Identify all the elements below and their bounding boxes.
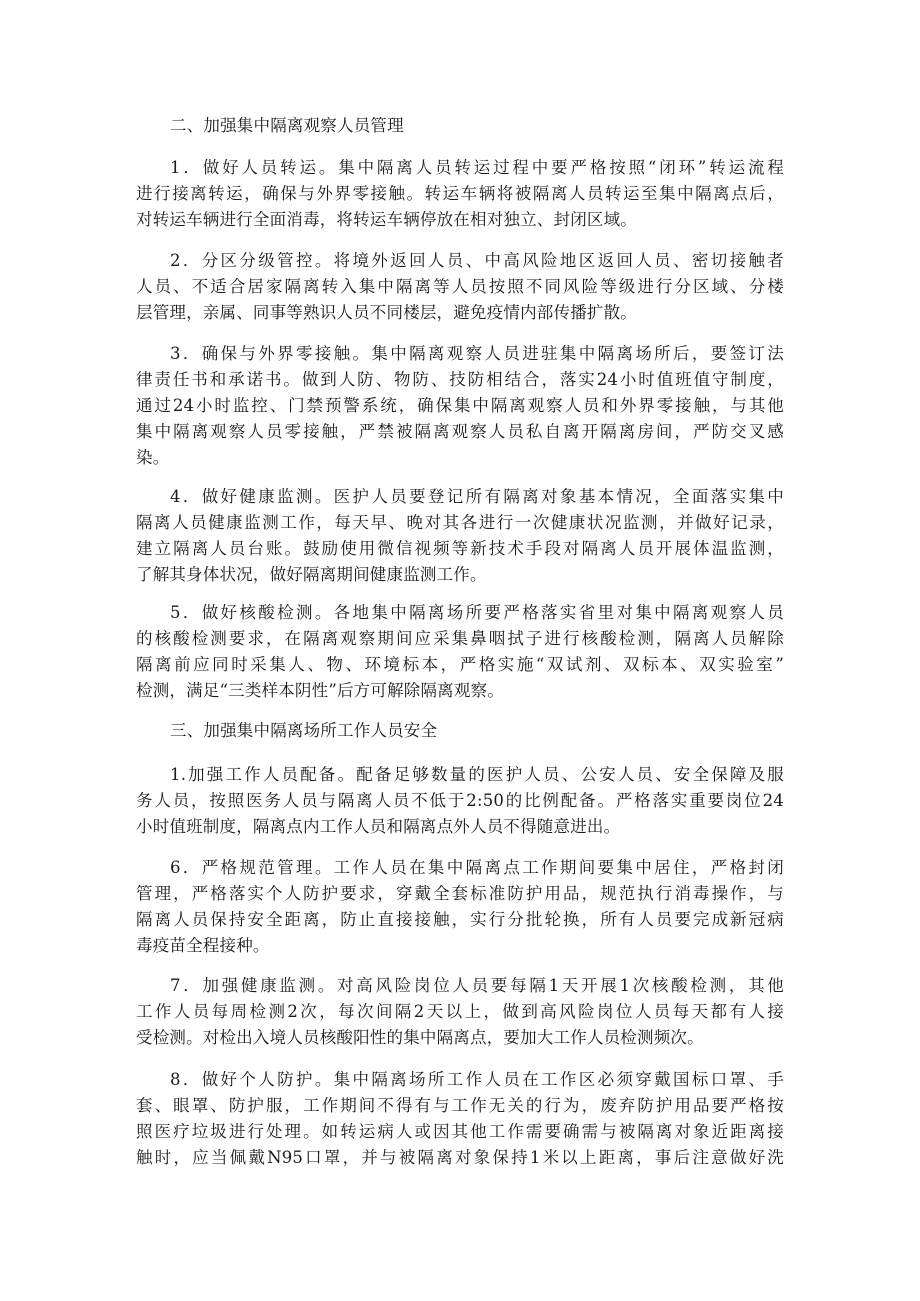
paragraph-line: 管理，严格落实个人防护要求，穿戴全套标准防护用品，规范执行消毒操作，与 [136,884,784,903]
paragraph-2 [136,248,784,326]
heading-text: 三、加强集中隔离场所工作人员安全 [170,721,438,740]
paragraph-3 [136,341,784,471]
paragraph-line: 隔离人员保持安全距离，防止直接接触，实行分批轮换，所有人员要完成新冠病 [136,910,784,929]
paragraph-5 [136,600,784,704]
paragraph-line: 律责任书和承诺书。做到人防、物防、技防相结合，落实24小时值班值守制度， [136,370,784,389]
heading-text: 二、加强集中隔离观察人员管理 [170,116,404,135]
paragraph-line: 层管理，亲属、同事等熟识人员不同楼层，避免疫情内部传播扩散。 [136,303,637,322]
paragraph-line: 6．严格规范管理。工作人员在集中隔离点工作期间要集中居住，严格封闭 [170,858,784,877]
paragraph-6 [136,762,784,840]
paragraph-7 [136,855,784,959]
paragraph-line: 7．加强健康监测。对高风险岗位人员要每隔1天开展1次核酸检测，其他 [170,976,784,995]
paragraph-line: 1.加强工作人员配备。配备足够数量的医护人员、公安人员、安全保障及服 [170,765,784,784]
paragraph-line: 5．做好核酸检测。各地集中隔离场所要严格落实省里对集中隔离观察人员 [170,603,784,622]
paragraph-line: 触时，应当佩戴N95口罩，并与被隔离对象保持1米以上距离，事后注意做好洗 [136,1148,784,1167]
paragraph-1 [136,155,784,233]
paragraph-line: 务人员，按照医务人员与隔离人员不低于2:50的比例配备。严格落实重要岗位24 [136,791,784,810]
paragraph-line: 受检测。对检出入境人员核酸阳性的集中隔离点，要加大工作人员检测频次。 [136,1028,704,1047]
paragraph-line: 毒疫苗全程接种。 [136,936,270,955]
paragraph-line: 4．做好健康监测。医护人员要登记所有隔离对象基本情况，全面落实集中 [170,487,784,506]
paragraph-4 [136,484,784,588]
paragraph-line: 套、眼罩、防护服，工作期间不得有与工作无关的行为，废弃防护用品要严格按 [136,1096,784,1115]
paragraph-line: 染。 [136,448,170,467]
paragraph-line: 对转运车辆进行全面消毒，将转运车辆停放在相对独立、封闭区域。 [136,210,637,229]
section-heading-3 [136,718,784,744]
paragraph-line: 2．分区分级管控。将境外返回人员、中高风险地区返回人员、密切接触者 [170,251,784,270]
paragraph-line: 集中隔离观察人员零接触，严禁被隔离观察人员私自离开隔离房间，严防交叉感 [136,422,784,441]
paragraph-line: 小时值班制度，隔离点内工作人员和隔离点外人员不得随意进出。 [136,817,621,836]
paragraph-9 [136,1067,784,1171]
paragraph-line: 检测，满足“三类样本阴性”后方可解除隔离观察。 [136,681,504,700]
paragraph-line: 人员、不适合居家隔离转入集中隔离等人员按照不同风险等级进行分区域、分楼 [136,277,784,296]
paragraph-line: 工作人员每周检测2次，每次间隔2天以上，做到高风险岗位人员每天都有人接 [136,1002,784,1021]
paragraph-line: 隔离前应同时采集人、物、环境标本，严格实施“双试剂、双标本、双实验室” [136,655,784,674]
paragraph-line: 8．做好个人防护。集中隔离场所工作人员在工作区必须穿戴国标口罩、手 [170,1070,784,1089]
paragraph-line: 隔离人员健康监测工作，每天早、晚对其各进行一次健康状况监测，并做好记录， [136,513,784,532]
paragraph-line: 1．做好人员转运。集中隔离人员转运过程中要严格按照“闭环”转运流程 [170,158,784,177]
paragraph-line: 3．确保与外界零接触。集中隔离观察人员进驻集中隔离场所后，要签订法 [170,344,784,363]
paragraph-line: 了解其身体状况，做好隔离期间健康监测工作。 [136,565,487,584]
paragraph-line: 进行接离转运，确保与外界零接触。转运车辆将被隔离人员转运至集中隔离点后， [136,184,784,203]
paragraph-line: 照医疗垃圾进行处理。如转运病人或因其他工作需要确需与被隔离对象近距离接 [136,1122,784,1141]
paragraph-8 [136,973,784,1051]
section-heading-2 [136,113,784,139]
paragraph-line: 通过24小时监控、门禁预警系统，确保集中隔离观察人员和外界零接触，与其他 [136,396,784,415]
paragraph-line: 建立隔离人员台账。鼓励使用微信视频等新技术手段对隔离人员开展体温监测， [136,539,784,558]
paragraph-line: 的核酸检测要求，在隔离观察期间应采集鼻咽拭子进行核酸检测，隔离人员解除 [136,629,784,648]
